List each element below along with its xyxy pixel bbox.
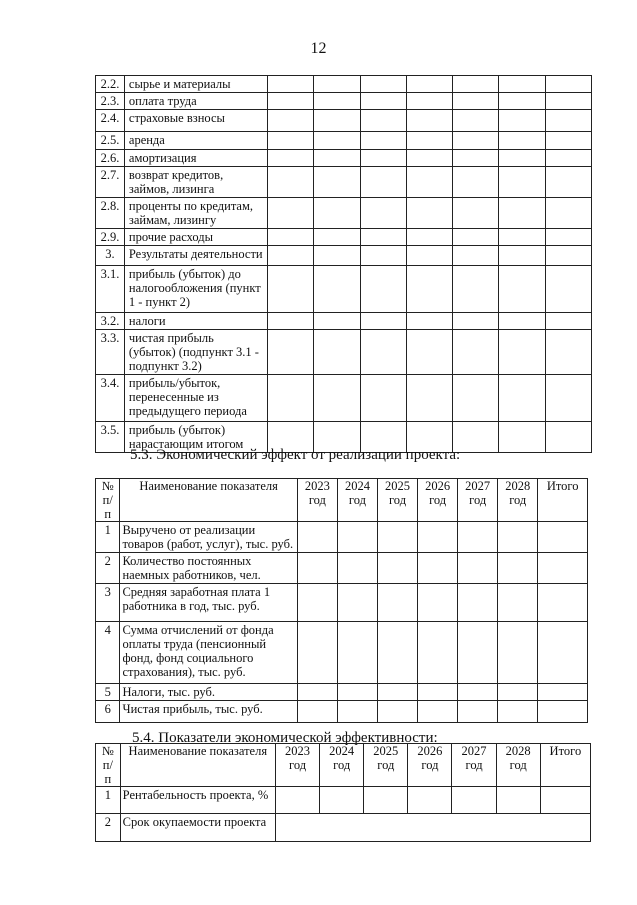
value-cell[interactable] [453,246,499,266]
value-cell[interactable] [499,330,545,375]
table-row [96,110,592,132]
value-cell[interactable] [458,622,498,684]
table-row [96,198,592,229]
value-cell[interactable] [360,76,406,93]
value-cell[interactable] [314,266,360,313]
value-cell[interactable] [337,522,377,553]
row-number: 2.2. [96,76,125,93]
table-row [96,246,592,266]
table-row [96,522,588,553]
table-row [96,684,588,701]
value-cell[interactable] [364,787,408,814]
economic-efficiency-table [95,743,591,842]
page-number: 12 [310,40,327,57]
value-cell[interactable] [406,229,452,246]
row-name: налоги [124,313,267,330]
value-cell[interactable] [377,701,417,723]
value-cell-merged[interactable] [275,814,590,842]
column-header-year: 2024 год [337,479,377,522]
value-cell[interactable] [360,246,406,266]
value-cell[interactable] [540,787,590,814]
value-cell[interactable] [458,701,498,723]
table-row [96,553,588,584]
value-cell[interactable] [538,622,588,684]
row-name: Средняя заработная плата 1 работника в год, тыс. руб. [120,584,297,622]
value-cell[interactable] [499,93,545,110]
value-cell[interactable] [406,167,452,198]
value-cell[interactable] [314,132,360,150]
column-header-year: 2027 год [452,744,496,787]
row-number: 2.6. [96,150,125,167]
table-row [96,701,588,723]
value-cell[interactable] [268,266,314,313]
column-header-year: 2028 год [496,744,540,787]
row-number: 2 [96,553,120,584]
column-header-name: Наименование показателя [120,479,297,522]
value-cell[interactable] [377,522,417,553]
row-name: аренда [124,132,267,150]
table-row [96,375,592,422]
value-cell[interactable] [458,522,498,553]
row-name: страховые взносы [124,110,267,132]
value-cell[interactable] [406,76,452,93]
value-cell[interactable] [545,422,591,453]
value-cell[interactable] [268,246,314,266]
value-cell[interactable] [314,110,360,132]
value-cell[interactable] [268,330,314,375]
row-name: проценты по кредитам, займам, лизингу [124,198,267,229]
value-cell[interactable] [453,198,499,229]
value-cell[interactable] [496,787,540,814]
value-cell[interactable] [337,684,377,701]
row-number: 1 [96,787,121,814]
value-cell[interactable] [452,787,496,814]
table-header-row [96,479,588,522]
value-cell[interactable] [268,132,314,150]
value-cell[interactable] [314,229,360,246]
value-cell[interactable] [538,701,588,723]
row-name: прибыль (убыток) нарастающим итогом [124,422,267,453]
value-cell[interactable] [545,313,591,330]
value-cell[interactable] [499,110,545,132]
value-cell[interactable] [458,553,498,584]
value-cell[interactable] [408,787,452,814]
section-5-4-title: 5.4. Показатели экономической эффективности: [132,730,438,746]
value-cell[interactable] [458,584,498,622]
value-cell[interactable] [268,313,314,330]
value-cell[interactable] [297,522,337,553]
value-cell[interactable] [545,150,591,167]
column-header-year: 2024 год [320,744,364,787]
table-row [96,330,592,375]
value-cell[interactable] [314,313,360,330]
value-cell[interactable] [453,93,499,110]
value-cell[interactable] [453,132,499,150]
value-cell[interactable] [498,522,538,553]
value-cell[interactable] [453,266,499,313]
value-cell[interactable] [538,684,588,701]
row-name: Результаты деятельности [124,246,267,266]
value-cell[interactable] [360,198,406,229]
table-row [96,313,592,330]
value-cell[interactable] [377,622,417,684]
value-cell[interactable] [268,167,314,198]
row-name: возврат кредитов, займов, лизинга [124,167,267,198]
value-cell[interactable] [545,266,591,313]
table-row [96,229,592,246]
column-header-num: № п/п [96,744,121,787]
value-cell[interactable] [499,229,545,246]
value-cell[interactable] [545,246,591,266]
value-cell[interactable] [406,266,452,313]
row-number: 2.3. [96,93,125,110]
table-header-row [96,744,591,787]
value-cell[interactable] [498,701,538,723]
row-name: прибыль (убыток) до налогообложения (пункт 1 - пункт 2) [124,266,267,313]
row-number: 3.3. [96,330,125,375]
value-cell[interactable] [268,198,314,229]
row-name: Количество постоянных наемных работников, чел. [120,553,297,584]
value-cell[interactable] [377,584,417,622]
value-cell[interactable] [538,553,588,584]
value-cell[interactable] [418,553,458,584]
value-cell[interactable] [297,584,337,622]
row-name: Сумма отчислений от фонда оплаты труда (пенсионный фонд, фонд социального страхования), тыс. руб. [120,622,297,684]
value-cell[interactable] [377,553,417,584]
value-cell[interactable] [418,522,458,553]
value-cell[interactable] [360,110,406,132]
value-cell[interactable] [453,150,499,167]
value-cell[interactable] [268,76,314,93]
value-cell[interactable] [360,229,406,246]
value-cell[interactable] [453,110,499,132]
value-cell[interactable] [453,313,499,330]
column-header-year: 2026 год [418,479,458,522]
value-cell[interactable] [418,684,458,701]
column-header-year: 2025 год [377,479,417,522]
value-cell[interactable] [499,198,545,229]
value-cell[interactable] [545,93,591,110]
value-cell[interactable] [406,246,452,266]
value-cell[interactable] [498,622,538,684]
value-cell[interactable] [545,167,591,198]
row-name: Рентабельность проекта, % [120,787,275,814]
row-number: 2.9. [96,229,125,246]
value-cell[interactable] [360,266,406,313]
costs-results-table [95,75,592,453]
value-cell[interactable] [499,313,545,330]
column-header-year: 2023 год [297,479,337,522]
row-number: 1 [96,522,120,553]
row-number: 3 [96,584,120,622]
row-name: оплата труда [124,93,267,110]
value-cell[interactable] [498,584,538,622]
value-cell[interactable] [337,553,377,584]
value-cell[interactable] [268,93,314,110]
value-cell[interactable] [268,150,314,167]
row-number: 3.2. [96,313,125,330]
value-cell[interactable] [406,150,452,167]
row-number: 3. [96,246,125,266]
value-cell[interactable] [538,584,588,622]
value-cell[interactable] [545,132,591,150]
value-cell[interactable] [499,375,545,422]
table-row [96,132,592,150]
value-cell[interactable] [498,684,538,701]
table-row [96,76,592,93]
value-cell[interactable] [545,110,591,132]
column-header-year: 2028 год [498,479,538,522]
row-name: Налоги, тыс. руб. [120,684,297,701]
value-cell[interactable] [268,110,314,132]
value-cell[interactable] [453,330,499,375]
value-cell[interactable] [314,375,360,422]
row-number: 5 [96,684,120,701]
row-number: 6 [96,701,120,723]
value-cell[interactable] [499,150,545,167]
value-cell[interactable] [453,375,499,422]
row-name: прибыль/убыток, перенесенные из предыдущего периода [124,375,267,422]
value-cell[interactable] [314,150,360,167]
row-number: 2 [96,814,121,842]
value-cell[interactable] [360,313,406,330]
value-cell[interactable] [453,76,499,93]
table-row [96,150,592,167]
row-name: Срок окупаемости проекта [120,814,275,842]
table-row [96,622,588,684]
row-number: 2.8. [96,198,125,229]
row-name: сырье и материалы [124,76,267,93]
value-cell[interactable] [406,132,452,150]
value-cell[interactable] [297,622,337,684]
value-cell[interactable] [406,93,452,110]
row-name: Выручено от реализации товаров (работ, услуг), тыс. руб. [120,522,297,553]
value-cell[interactable] [377,684,417,701]
section-5-3-title: 5.3. Экономический эффект от реализации проекта: [130,447,461,463]
value-cell[interactable] [360,150,406,167]
table-row [96,787,591,814]
economic-effect-table [95,478,588,723]
value-cell[interactable] [360,167,406,198]
value-cell[interactable] [406,198,452,229]
column-header-num: № п/п [96,479,120,522]
value-cell[interactable] [545,76,591,93]
row-name: Чистая прибыль, тыс. руб. [120,701,297,723]
value-cell[interactable] [297,701,337,723]
value-cell[interactable] [499,246,545,266]
value-cell[interactable] [320,787,364,814]
value-cell[interactable] [406,313,452,330]
column-header-total: Итого [538,479,588,522]
column-header-year: 2027 год [458,479,498,522]
row-number: 2.7. [96,167,125,198]
value-cell[interactable] [268,375,314,422]
value-cell[interactable] [538,522,588,553]
row-number: 2.5. [96,132,125,150]
row-number: 3.1. [96,266,125,313]
row-name: амортизация [124,150,267,167]
column-header-year: 2025 год [364,744,408,787]
value-cell[interactable] [545,375,591,422]
value-cell[interactable] [499,167,545,198]
column-header-year: 2026 год [408,744,452,787]
row-number: 2.4. [96,110,125,132]
value-cell[interactable] [275,787,319,814]
value-cell[interactable] [499,76,545,93]
value-cell[interactable] [418,701,458,723]
table-row [96,584,588,622]
value-cell[interactable] [499,132,545,150]
row-number: 3.5. [96,422,125,453]
value-cell[interactable] [406,110,452,132]
value-cell[interactable] [337,584,377,622]
value-cell[interactable] [314,167,360,198]
value-cell[interactable] [314,76,360,93]
row-name: чистая прибыль (убыток) (подпункт 3.1 - подпункт 3.2) [124,330,267,375]
table-row [96,167,592,198]
value-cell[interactable] [458,684,498,701]
value-cell[interactable] [545,330,591,375]
row-name: прочие расходы [124,229,267,246]
value-cell[interactable] [314,246,360,266]
value-cell[interactable] [418,584,458,622]
row-number: 4 [96,622,120,684]
value-cell[interactable] [453,229,499,246]
column-header-year: 2023 год [275,744,319,787]
value-cell[interactable] [406,330,452,375]
value-cell[interactable] [360,375,406,422]
value-cell[interactable] [453,167,499,198]
value-cell[interactable] [297,684,337,701]
value-cell[interactable] [418,622,458,684]
value-cell[interactable] [297,553,337,584]
value-cell[interactable] [498,553,538,584]
value-cell[interactable] [499,266,545,313]
value-cell[interactable] [406,375,452,422]
value-cell[interactable] [268,229,314,246]
value-cell[interactable] [314,93,360,110]
table-row [96,266,592,313]
row-number: 3.4. [96,375,125,422]
value-cell[interactable] [360,132,406,150]
value-cell[interactable] [314,198,360,229]
column-header-total: Итого [540,744,590,787]
value-cell[interactable] [360,93,406,110]
table-row [96,93,592,110]
value-cell[interactable] [499,422,545,453]
value-cell[interactable] [545,198,591,229]
value-cell[interactable] [337,622,377,684]
value-cell[interactable] [314,330,360,375]
value-cell[interactable] [360,330,406,375]
table-row [96,814,591,842]
value-cell[interactable] [545,229,591,246]
column-header-name: Наименование показателя [120,744,275,787]
value-cell[interactable] [337,701,377,723]
